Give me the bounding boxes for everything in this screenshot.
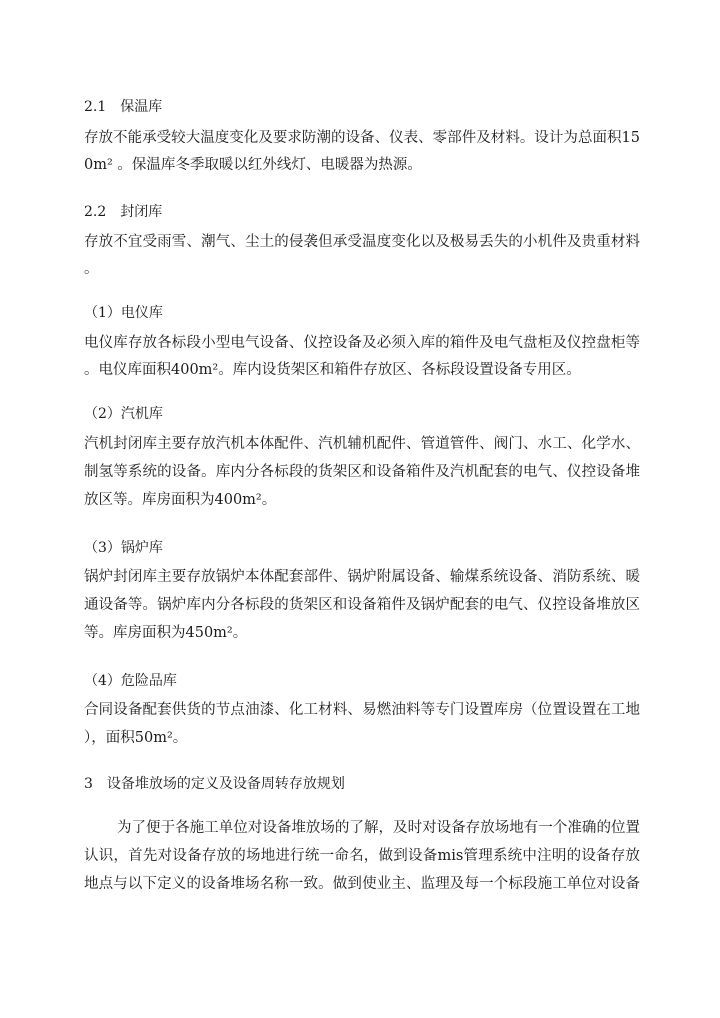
paragraph-line: 等。库房面积为450m²。 xyxy=(84,625,248,641)
paragraph-line: 地点与以下定义的设备堆场名称一致。做到使业主、监理及每一个标段施工单位对设备 xyxy=(84,876,640,892)
paragraph-line: 存放不能承受较大温度变化及要求防潮的设备、仪表、零部件及材料。设计为总面积15 xyxy=(84,130,640,146)
section-heading-2-2: 2.2 封闭库 xyxy=(84,204,163,220)
section-heading-3: 3 设备堆放场的定义及设备周转存放规划 xyxy=(84,776,345,792)
section-heading-2-1: 2.1 保温库 xyxy=(84,99,163,115)
paragraph-line: 制氢等系统的设备。库内分各标段的货架区和设备箱件及汽机配套的电气、仪控设备堆 xyxy=(84,464,640,480)
paragraph-line: 锅炉封闭库主要存放锅炉本体配套部件、锅炉附属设备、输煤系统设备、消防系统、暖 xyxy=(84,569,640,585)
subsection-heading-3: （3）锅炉库 xyxy=(84,540,163,556)
paragraph-line: 认识，首先对设备存放的场地进行统一命名，做到设备mis管理系统中注明的设备存放 xyxy=(84,848,640,864)
paragraph-line: ），面积50m²。 xyxy=(84,730,188,746)
subsection-heading-4: （4）危险品库 xyxy=(84,673,177,689)
paragraph-line: 通设备等。锅炉库内分各标段的货架区和设备箱件及锅炉配套的电气、仪控设备堆放区 xyxy=(84,597,640,613)
subsection-heading-2: （2）汽机库 xyxy=(84,406,163,422)
paragraph-line: 。 xyxy=(84,261,99,277)
paragraph-line: 放区等。库房面积为400m²。 xyxy=(84,492,277,508)
paragraph-line: 存放不宜受雨雪、潮气、尘土的侵袭但承受温度变化以及极易丢失的小机件及贵重材料 xyxy=(84,234,640,250)
paragraph-line: 汽机封闭库主要存放汽机本体配件、汽机辅机配件、管道管件、阀门、水工、化学水、 xyxy=(84,436,640,452)
paragraph-line: 电仪库存放各标段小型电气设备、仪控设备及必须入库的箱件及电气盘柜及仪控盘柜等 xyxy=(84,335,640,351)
paragraph-line: 。电仪库面积400m²。库内设货架区和箱件存放区、各标段设置设备专用区。 xyxy=(84,362,581,378)
subsection-heading-1: （1）电仪库 xyxy=(84,305,163,321)
paragraph-line: 0m² 。保温库冬季取暖以红外线灯、电暖器为热源。 xyxy=(84,157,422,173)
paragraph-line: 为了便于各施工单位对设备堆放场的了解，及时对设备存放场地有一个准确的位置 xyxy=(117,820,640,836)
paragraph-line: 合同设备配套供货的节点油漆、化工材料、易燃油料等专门设置库房（位置设置在工地 xyxy=(84,702,640,718)
